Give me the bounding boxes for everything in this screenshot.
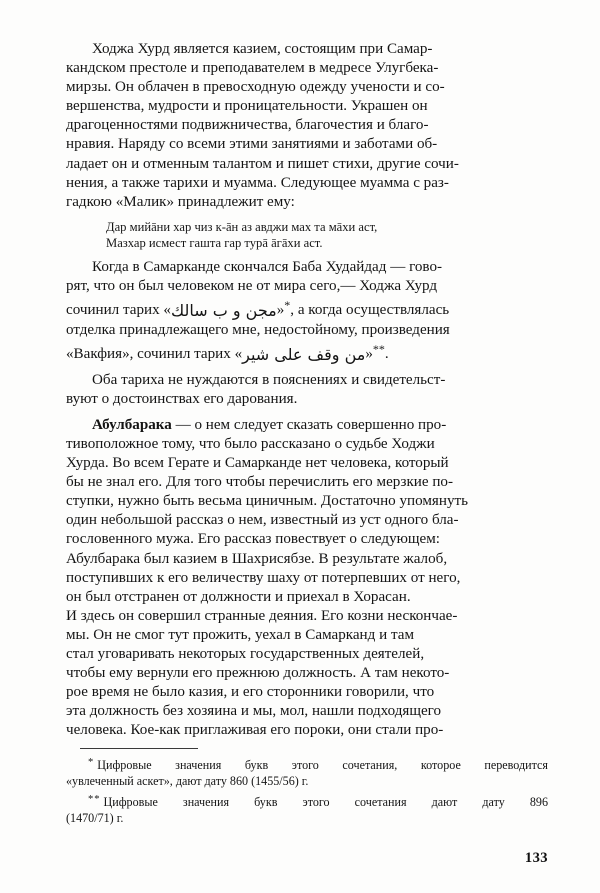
line-segment: — о нем следует сказать совершенно про-	[171, 416, 447, 433]
footnote-2	[66, 792, 548, 826]
text-line-with-arabic	[66, 340, 548, 364]
text-line: один небольшой рассказ о нем, известный из уст одного бла-	[66, 512, 459, 529]
guillemet-close: »	[276, 302, 285, 319]
paragraph-baba-hudajdad	[66, 258, 548, 363]
text-line: рят, что он был человеком не от мира сего,— Ходжа Хурд	[66, 278, 438, 295]
text-line: отделка принадлежащего мне, недостойному, произведения	[66, 321, 450, 338]
text-line: кандском престоле и преподавателем в медресе Улугбека-	[66, 60, 439, 77]
text-line: эта должность без хозяина и мы, мол, нашли подходящего	[66, 703, 442, 720]
footnote-marker-2: **	[372, 341, 385, 356]
text-line: стал уговаривать некоторых государственных деятелей,	[66, 646, 425, 663]
text-line-bold-lead	[66, 416, 548, 435]
text-line: драгоценностями подвижничества, благочестия и благо-	[66, 117, 429, 134]
line-segment: , а когда осуществлялась	[290, 302, 450, 319]
verse-quotation	[66, 219, 548, 251]
text-line: Оба тариха не нуждаются в пояснениях и свидетельст-	[92, 371, 446, 388]
page-body	[66, 40, 548, 741]
verse-line: Дар мийāни хар чиз к-āн аз авджи мах та мāхи аст,	[106, 219, 378, 234]
paragraph-abulbaraka	[66, 416, 548, 741]
text-line: бы не знал его. Для того чтобы перечислить его мерзкие по-	[66, 474, 454, 491]
arabic-phrase-man-waqafa-ala-shir: من وقف على شير	[242, 344, 366, 364]
text-line: Абулбарака был казием в Шахрисябзе. В результате жалоб,	[66, 550, 448, 567]
footnote-separator-rule	[80, 748, 198, 749]
text-line: поступивших к его величеству шаху от потерпевших от него,	[66, 569, 461, 586]
text-line: тивоположное тому, что было рассказано о судьбе Ходжи	[66, 436, 435, 452]
text-line: он был отстранен от должности и приехал в Хорасан.	[66, 588, 411, 605]
text-line: нения, а также тарихи и муамма. Следующее муамма с раз-	[66, 174, 449, 191]
footnote-line	[66, 792, 548, 811]
text-line: мы. Он не смог тут прожить, уехал в Самарканд и там	[66, 626, 415, 643]
text-line: нравия. Наряду со всеми этими занятиями и заботами об-	[66, 136, 438, 153]
line-segment: «Вакфия», сочинил тарих «	[66, 345, 243, 362]
footnote-line: «увлеченный аскет», дают дату 860 (1455/56) г.	[66, 773, 309, 788]
footnote-line: (1470/71) г.	[66, 810, 124, 825]
text-line: чтобы ему вернули его прежнюю должность. А там некото-	[66, 665, 450, 682]
footnote-marker: **	[88, 794, 101, 806]
text-line: Ходжа Хурд является казием, состоящим при Самар-	[92, 41, 433, 57]
text-line: рое время не было казия, и его сторонники говорили, что	[66, 684, 435, 701]
guillemet-close: »	[365, 345, 373, 362]
footnote-text: Цифровые значения букв этого сочетания, которое переводится	[97, 758, 548, 772]
text-line: ступки, нужно быть весьма циничным. Достаточно упомянуть	[66, 493, 468, 510]
text-line: И здесь он совершил странные деяния. Его козни нескончае-	[66, 607, 458, 624]
text-line: Когда в Самарканде скончался Баба Худайдад — гово-	[92, 259, 443, 276]
footnote-marker-1: *	[284, 298, 291, 313]
text-line: вуют о достоинствах его дарования.	[66, 390, 298, 407]
text-line: мирзы. Он облачен в превосходную одежду учености и со-	[66, 79, 445, 96]
footnote-1	[66, 755, 548, 789]
line-segment: .	[384, 345, 389, 362]
footnote-area	[66, 748, 548, 826]
footnote-line	[66, 755, 548, 774]
line-segment: сочинил тарих «	[66, 302, 171, 319]
entry-name-abulbaraka: Абулбарака	[92, 416, 172, 433]
text-line-with-arabic	[66, 296, 548, 320]
text-line: гадкою «Малик» принадлежит ему:	[66, 193, 295, 210]
text-line: Хурда. Во всем Герате и Самарканде нет человека, который	[66, 455, 449, 472]
footnote-marker: *	[88, 757, 95, 768]
page-number: 133	[524, 850, 548, 866]
text-line: ладает он и отменным талантом и пишет стихи, другие сочи-	[66, 155, 459, 172]
arabic-phrase-majnub-salik: مجن و ب سالك	[170, 301, 277, 321]
paragraph-hodzha-hurd	[66, 40, 548, 212]
verse-line: Мазхар исмест гашта гар турā āгāхи аст.	[106, 236, 323, 251]
text-line: вершенства, мудрости и проницательности. Украшен он	[66, 98, 428, 115]
text-line: гословенного мужа. Его рассказ повествует о следующем:	[66, 531, 440, 548]
text-line: человека. Кое-как приглаживая его пороки, они стали про-	[66, 722, 444, 739]
paragraph-oba-tarikha	[66, 371, 548, 409]
footnote-text: Цифровые значения букв этого сочетания дают дату 896	[103, 795, 548, 810]
